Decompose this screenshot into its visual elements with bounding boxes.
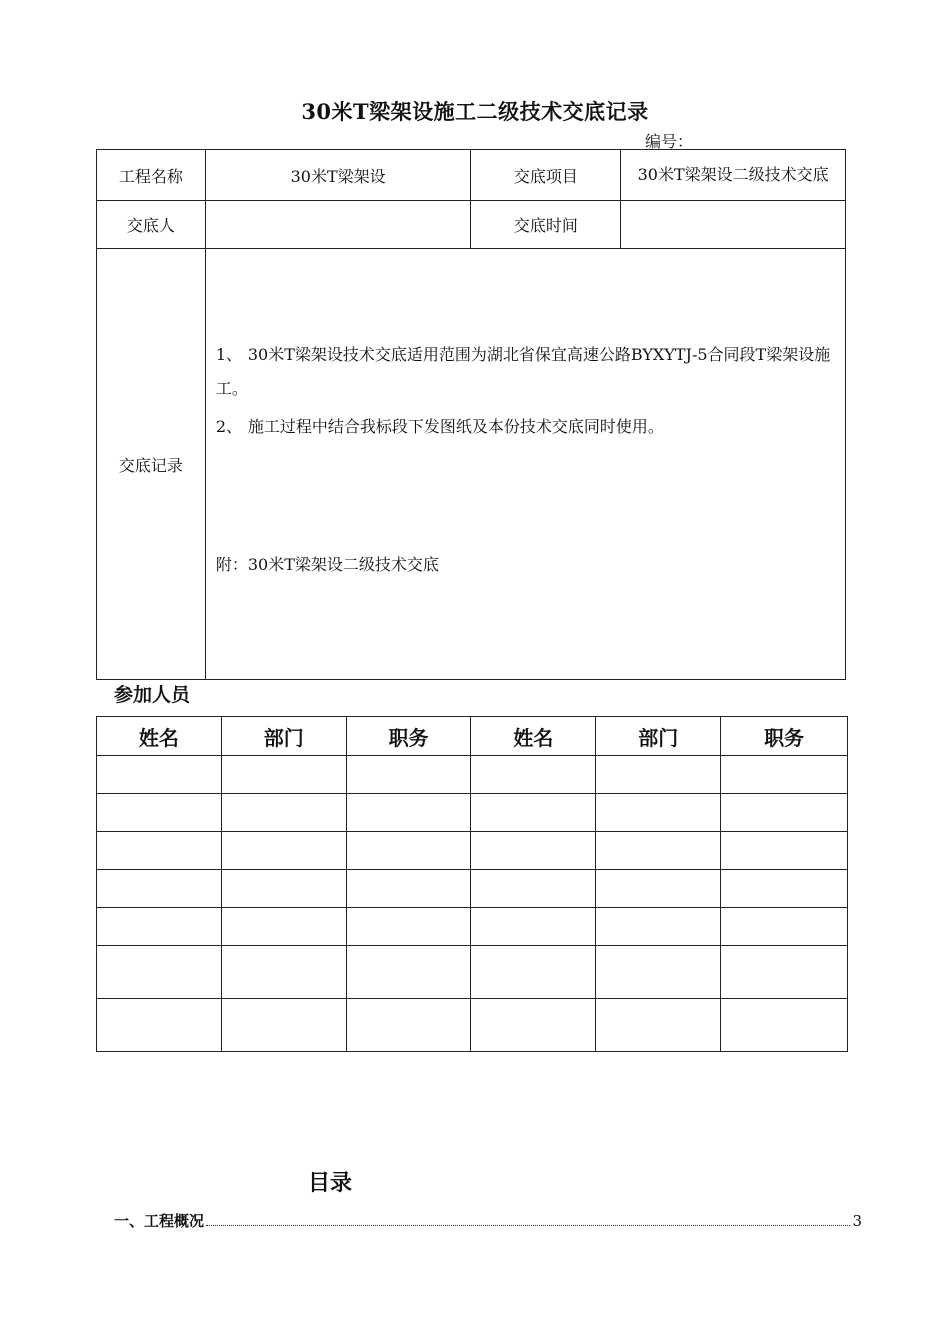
- briefing-item-label: 交底项目: [471, 150, 621, 201]
- table-cell: [596, 756, 721, 794]
- table-cell: [97, 999, 222, 1052]
- presenter-value: [205, 201, 471, 249]
- table-cell: [221, 794, 346, 832]
- table-cell: [471, 908, 596, 946]
- project-name-label: 工程名称: [97, 150, 206, 201]
- table-cell: [346, 832, 471, 870]
- column-header-department: 部门: [596, 717, 721, 756]
- table-cell: [221, 999, 346, 1052]
- record-item-text: 施工过程中结合我标段下发图纸及本份技术交底同时使用。: [247, 417, 664, 436]
- table-cell: [721, 946, 848, 999]
- table-cell: [596, 870, 721, 908]
- serial-number-label: 编号：: [645, 132, 694, 151]
- briefing-time-label: 交底时间: [471, 201, 621, 249]
- table-row: [97, 946, 848, 999]
- record-item: [216, 338, 837, 406]
- briefing-item-value: 30米T梁架设二级技术交底: [621, 150, 846, 201]
- column-header-name: 姓名: [471, 717, 596, 756]
- table-cell: [97, 870, 222, 908]
- table-cell: [596, 794, 721, 832]
- briefing-info-table: [96, 149, 846, 680]
- record-label: 交底记录: [97, 249, 206, 680]
- record-content: [205, 249, 845, 680]
- table-cell: [721, 870, 848, 908]
- table-cell: [471, 794, 596, 832]
- table-row: [97, 870, 848, 908]
- table-cell: [596, 832, 721, 870]
- table-cell: [221, 946, 346, 999]
- table-cell: [346, 870, 471, 908]
- table-cell: [721, 832, 848, 870]
- table-cell: [221, 832, 346, 870]
- column-header-name: 姓名: [97, 717, 222, 756]
- table-cell: [97, 832, 222, 870]
- table-cell: [346, 794, 471, 832]
- table-row: [97, 832, 848, 870]
- table-cell: [346, 999, 471, 1052]
- table-row: [97, 999, 848, 1052]
- table-cell: [97, 794, 222, 832]
- table-cell: [721, 908, 848, 946]
- document-title: 30米T梁架设施工二级技术交底记录: [301, 99, 649, 124]
- table-cell: [721, 999, 848, 1052]
- table-cell: [221, 870, 346, 908]
- table-cell: [471, 999, 596, 1052]
- record-item-text: 30米T梁架设技术交底适用范围为湖北省保宜高速公路BYXYTJ-5合同段T梁架设施工。: [215, 345, 831, 398]
- record-item-number: 2、: [215, 417, 243, 436]
- briefing-time-value: [621, 201, 846, 249]
- record-item: [216, 410, 837, 444]
- table-row: [97, 756, 848, 794]
- attachment-note: 附：30米T梁架设二级技术交底: [215, 555, 439, 574]
- table-cell: [596, 946, 721, 999]
- table-cell: [346, 946, 471, 999]
- table-cell: [221, 908, 346, 946]
- toc-leader-dots: [206, 1225, 850, 1226]
- record-item-number: 1、: [215, 345, 243, 364]
- table-cell: [596, 999, 721, 1052]
- presenter-label: 交底人: [97, 201, 206, 249]
- table-cell: [97, 946, 222, 999]
- table-row: [97, 794, 848, 832]
- toc-entry-label[interactable]: 一、工程概况: [114, 1212, 205, 1230]
- table-cell: [471, 946, 596, 999]
- table-cell: [346, 908, 471, 946]
- table-row: [97, 908, 848, 946]
- table-cell: [97, 756, 222, 794]
- participants-heading: 参加人员: [114, 684, 191, 706]
- table-cell: [221, 756, 346, 794]
- toc-title: 目录: [308, 1171, 353, 1196]
- table-cell: [596, 908, 721, 946]
- table-cell: [471, 756, 596, 794]
- table-cell: [721, 794, 848, 832]
- table-cell: [471, 832, 596, 870]
- participants-table: [96, 716, 848, 1052]
- table-cell: [471, 870, 596, 908]
- table-cell: [97, 908, 222, 946]
- toc-entry[interactable]: [114, 1210, 862, 1231]
- table-cell: [721, 756, 848, 794]
- toc-entry-page[interactable]: 3: [852, 1212, 862, 1230]
- column-header-position: 职务: [721, 717, 848, 756]
- column-header-department: 部门: [221, 717, 346, 756]
- table-cell: [346, 756, 471, 794]
- column-header-position: 职务: [346, 717, 471, 756]
- project-name-value: 30米T梁架设: [205, 150, 471, 201]
